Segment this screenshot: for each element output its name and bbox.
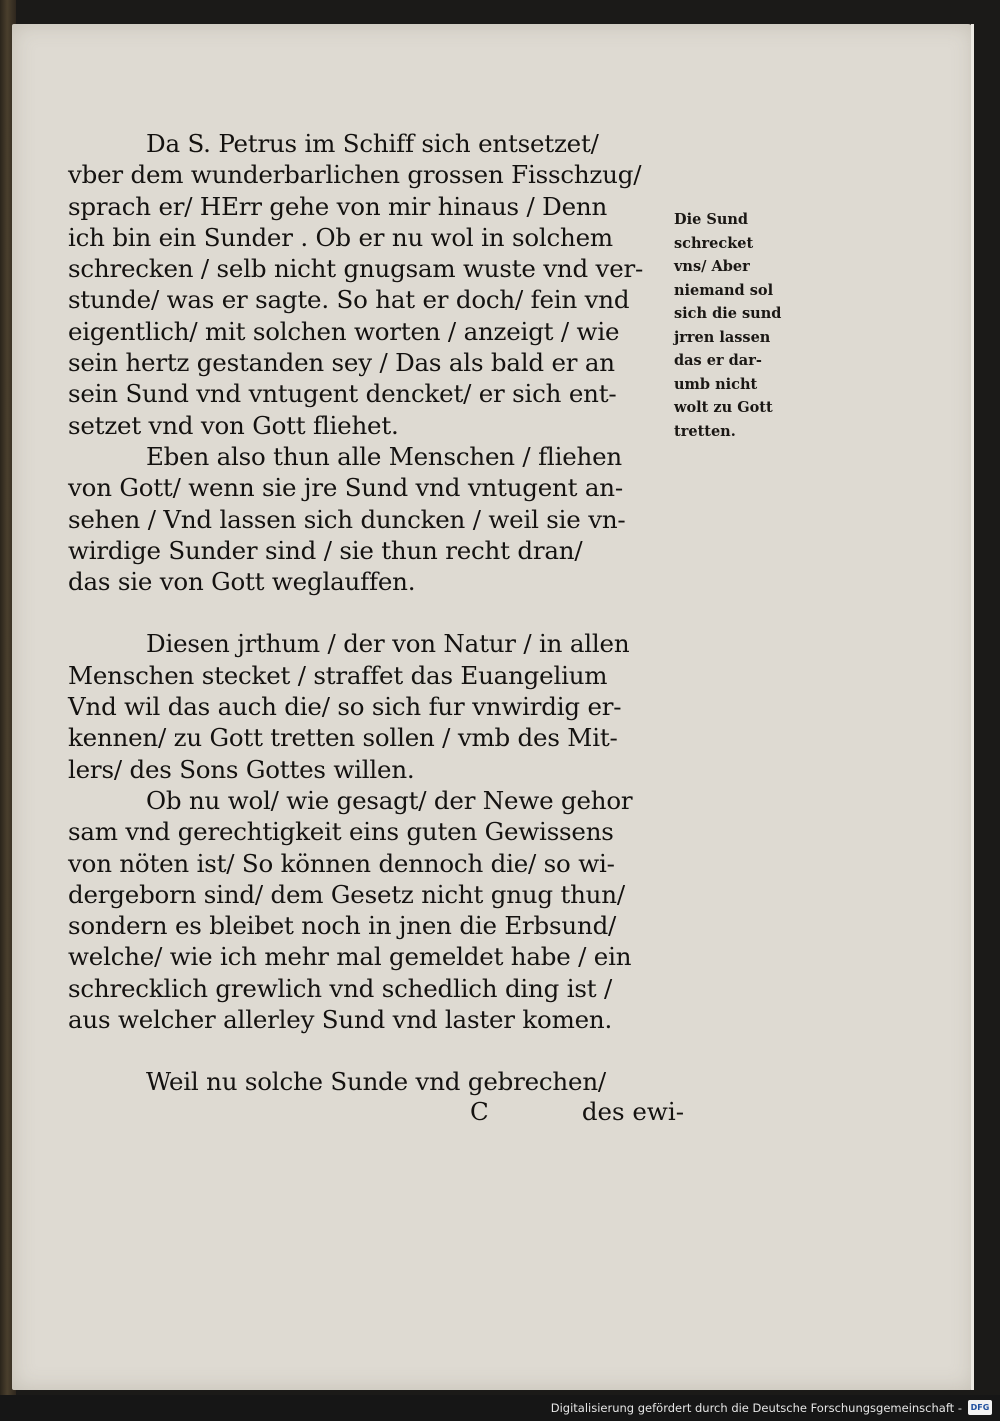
text-line: welche/ wie ich mehr mal gemeldet habe / ein	[68, 942, 632, 972]
marginal-note-line: das er dar-	[674, 352, 762, 369]
marginal-note-line: wolt zu Gott	[674, 399, 773, 416]
catchword: des ewi-	[581, 1097, 684, 1126]
text-line: sam vnd gerechtigkeit eins guten Gewissens	[68, 817, 614, 847]
text-line: sondern es bleibet noch in jnen die Erbsund/	[68, 911, 617, 941]
signature-mark: C	[470, 1097, 489, 1126]
text-line: aus welcher allerley Sund vnd laster komen.	[68, 1005, 613, 1035]
text-line: ich bin ein Sunder . Ob er nu wol in solchem	[68, 222, 613, 252]
text-line: sprach er/ HErr gehe von mir hinaus / Denn	[68, 191, 608, 221]
marginal-note-line: schrecket	[674, 234, 754, 252]
marginal-note-line: sich die sund	[674, 305, 782, 322]
text-line: kennen/ zu Gott tretten sollen / vmb des Mit-	[68, 723, 618, 753]
marginal-note-line: vns/ Aber	[674, 258, 750, 275]
footer-bar	[0, 1395, 1000, 1421]
text-line: stunde/ was er sagte. So hat er doch/ fein vnd	[68, 285, 630, 315]
text-line: Ob nu wol/ wie gesagt/ der Newe gehor	[146, 785, 633, 815]
text-line: Da S. Petrus im Schiff sich entsetzet/	[146, 129, 599, 158]
text-line: lers/ des Sons Gottes willen.	[68, 754, 415, 784]
paragraph-gap	[68, 597, 684, 628]
text-line: von Gott/ wenn sie jre Sund vnd vntugent an-	[68, 473, 623, 503]
text-line: das sie von Gott weglauffen.	[68, 567, 416, 597]
marginal-note-line: niemand sol	[674, 281, 774, 299]
text-line: wirdige Sunder sind / sie thun recht dran/	[68, 535, 583, 565]
text-line: setzet vnd von Gott fliehet.	[68, 410, 399, 440]
footer-credit: Digitalisierung gefördert durch die Deutsche Forschungsgemeinschaft -	[550, 1401, 962, 1415]
text-line: eigentlich/ mit solchen worten / anzeigt / wie	[68, 316, 620, 346]
main-text-block	[68, 128, 684, 1098]
text-line: Vnd wil das auch die/ so sich fur vnwirdig er-	[68, 692, 622, 722]
text-line: Menschen stecket / straffet das Euangelium	[68, 660, 608, 690]
catchword-row	[68, 1097, 684, 1129]
text-line: Eben also thun alle Menschen / fliehen	[146, 441, 622, 471]
text-line: sehen / Vnd lassen sich duncken / weil sie vn-	[68, 504, 626, 534]
text-line: von nöten ist/ So können dennoch die/ so wi-	[68, 848, 615, 878]
marginal-note	[674, 208, 796, 443]
text-line: sein hertz gestanden sey / Das als bald er an	[68, 348, 615, 378]
text-line: Weil nu solche Sunde vnd gebrechen/	[146, 1067, 606, 1097]
text-line: vber dem wunderbarlichen grossen Fisschzug/	[68, 160, 642, 190]
text-line: sein Sund vnd vntugent dencket/ er sich ent-	[68, 379, 617, 409]
paragraph-gap	[68, 1035, 684, 1066]
marginal-note-line: jrren lassen	[674, 328, 771, 346]
page-edge	[971, 24, 974, 1390]
marginal-note-line: Die Sund	[674, 211, 749, 228]
marginal-note-line: tretten.	[674, 422, 736, 440]
text-line: dergeborn sind/ dem Gesetz nicht gnug thun/	[68, 879, 625, 909]
text-line: schrecken / selb nicht gnugsam wuste vnd ver-	[68, 254, 644, 284]
marginal-note-line: umb nicht	[674, 375, 758, 393]
text-line: schrecklich grewlich vnd schedlich ding ist /	[68, 973, 613, 1003]
dfg-logo-icon: DFG	[968, 1400, 992, 1415]
text-line: Diesen jrthum / der von Natur / in allen	[146, 629, 630, 659]
